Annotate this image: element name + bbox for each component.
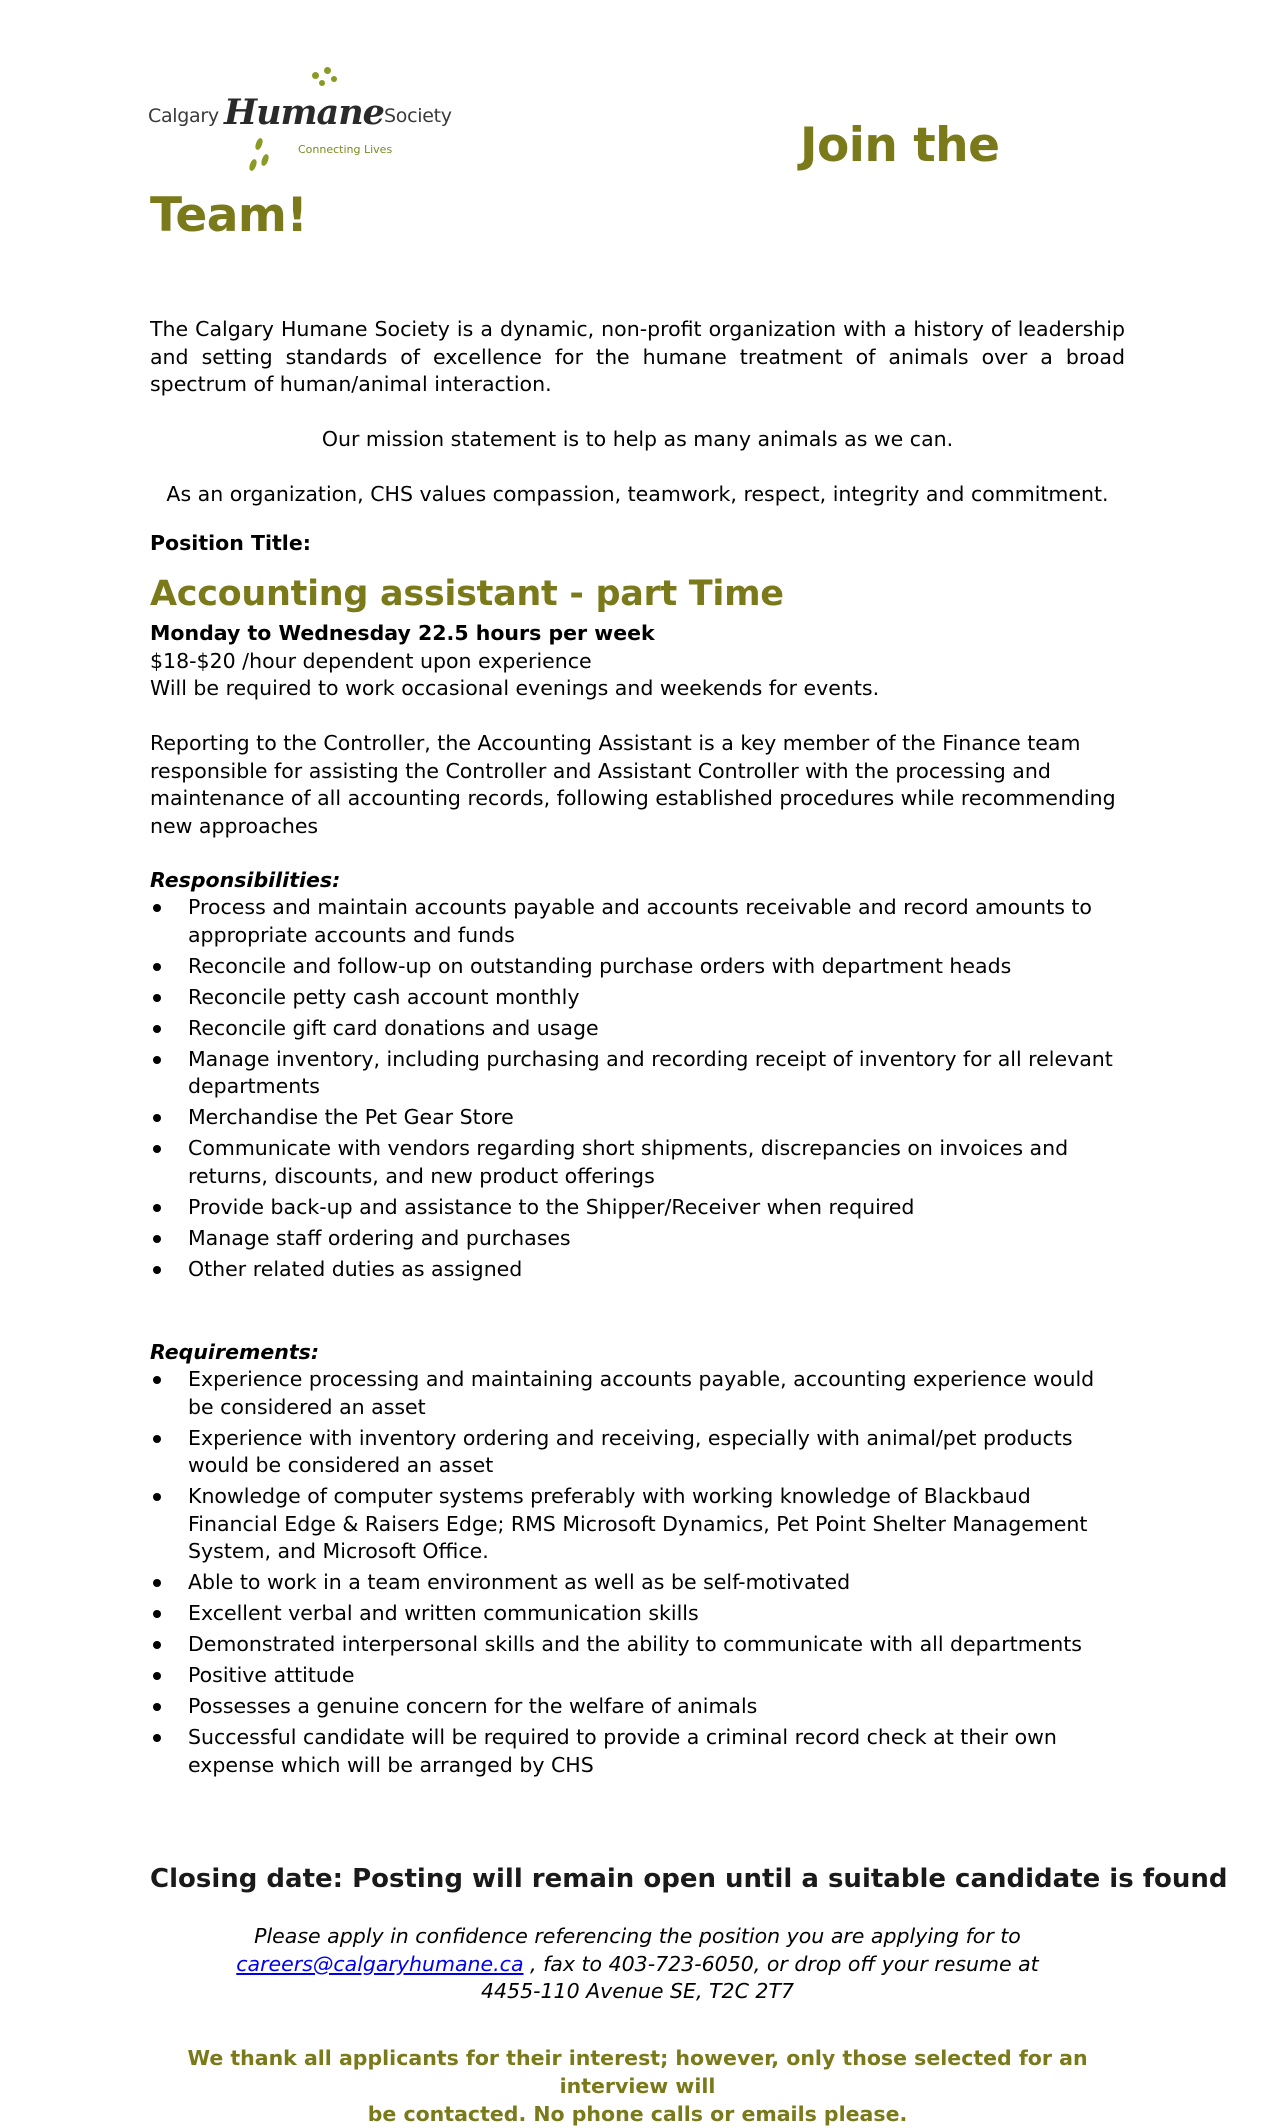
apply-line2-rest: , fax to 403-723-6050, or drop off your resume at [523,1951,1039,1976]
careers-email-link[interactable]: careers@calgaryhumane.ca [236,1951,524,1976]
list-item: Positive attitude [150,1662,1125,1690]
list-item: Reconcile gift card donations and usage [150,1015,1125,1043]
values-statement: As an organization, CHS values compassion, teamwork, respect, integrity and commitment. [166,482,1109,506]
apply-instructions [150,1923,1125,2006]
thanks-line1: We thank all applicants for their interest; however, only those selected for an interview will [187,2046,1088,2098]
thanks-line2: be contacted. No phone calls or emails please. [367,2102,908,2126]
closing-date: Closing date: Posting will remain open until a suitable candidate is found [150,1864,1228,1894]
paw-print-icon [254,137,264,150]
paw-print-icon [319,80,325,86]
position-title: Accounting assistant - part Time [150,574,784,614]
apply-line1: Please apply in confidence referencing the position you are applying for to [254,1924,1021,1948]
mission-statement: Our mission statement is to help as many animals as we can. [321,427,954,451]
reporting-paragraph: Reporting to the Controller, the Accounting Assistant is a key member of the Finance team responsible for assisting the Controller and Assistant Controller with the processing and maintenance of all accounting records, following established procedures while recommending new approaches [150,731,1116,838]
heading-join-the: Join the [800,118,1000,173]
position-extra: Will be required to work occasional evenings and weekends for events. [150,676,880,700]
list-item: Experience processing and maintaining accounts payable, accounting experience would be considered an asset [150,1366,1125,1421]
list-item: Reconcile and follow-up on outstanding purchase orders with department heads [150,953,1125,981]
position-title-label: Position Title: [150,531,311,555]
logo-tagline: Connecting Lives [298,143,393,156]
paw-print-icon [331,76,337,82]
heading-team: Team! [150,188,308,243]
responsibilities-heading: Responsibilities: [150,868,341,892]
list-item: Reconcile petty cash account monthly [150,984,1125,1012]
list-item: Excellent verbal and written communication skills [150,1600,1125,1628]
paw-print-icon [312,72,319,79]
position-pay: $18-$20 /hour dependent upon experience [150,648,592,673]
thanks-note [150,2044,1125,2128]
list-item: Knowledge of computer systems preferably with working knowledge of Blackbaud Financial Edge & Raisers Edge; RMS Microsoft Dynamics, Pet Point Shelter Management System, and Microsoft Office. [150,1483,1125,1566]
logo-word-society: Society [384,105,452,127]
requirements-list [150,1366,1125,1783]
paw-print-icon [324,67,331,74]
list-item: Demonstrated interpersonal skills and the ability to communicate with all departments [150,1631,1125,1659]
list-item: Communicate with vendors regarding short shipments, discrepancies on invoices and returns, discounts, and new product offerings [150,1135,1125,1190]
list-item: Experience with inventory ordering and receiving, especially with animal/pet products would be considered an asset [150,1425,1125,1480]
responsibilities-list [150,894,1125,1287]
calgary-humane-society-logo [148,62,452,177]
list-item: Manage inventory, including purchasing and recording receipt of inventory for all relevant departments [150,1046,1125,1101]
paw-print-icon [260,153,270,166]
list-item: Successful candidate will be required to provide a criminal record check at their own expense which will be arranged by CHS [150,1724,1125,1779]
position-details [150,620,879,703]
intro-paragraph: The Calgary Humane Society is a dynamic, non-profit organization with a history of leadership and setting standards of excellence for the humane treatment of animals over a broad spectrum of human/animal interaction. [150,317,1125,396]
logo-word-humane: Humane [224,92,384,133]
list-item: Other related duties as assigned [150,1256,1125,1284]
list-item: Possesses a genuine concern for the welfare of animals [150,1693,1125,1721]
requirements-heading: Requirements: [150,1340,320,1364]
logo-word-calgary: Calgary [148,105,219,127]
list-item: Able to work in a team environment as well as be self-motivated [150,1569,1125,1597]
list-item: Provide back-up and assistance to the Shipper/Receiver when required [150,1194,1125,1222]
apply-address: 4455-110 Avenue SE, T2C 2T7 [480,1979,795,2003]
position-schedule: Monday to Wednesday 22.5 hours per week [150,621,655,645]
list-item: Process and maintain accounts payable and accounts receivable and record amounts to appropriate accounts and funds [150,894,1125,949]
list-item: Merchandise the Pet Gear Store [150,1104,1125,1132]
apply-line2 [150,1951,1125,1979]
paw-print-icon [248,158,258,171]
list-item: Manage staff ordering and purchases [150,1225,1125,1253]
